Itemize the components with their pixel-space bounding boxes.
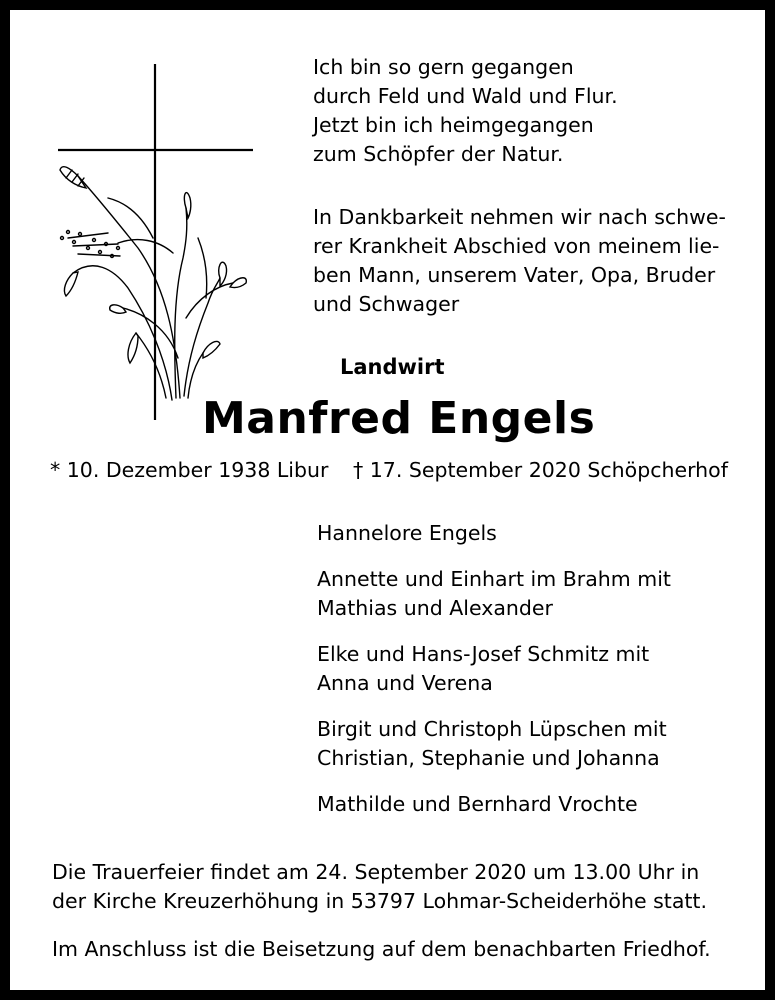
intro-line: ben Mann, unserem Vater, Opa, Bruder <box>313 263 716 287</box>
death-date: † 17. September 2020 Schöpcherhof <box>353 458 728 482</box>
mourner-line: Annette und Einhart im Brahm mit <box>317 567 671 591</box>
mourner-line: Elke und Hans-Josef Schmitz mit <box>317 642 650 666</box>
poem-line: Jetzt bin ich heimgegangen <box>313 113 594 137</box>
funeral-line: Die Trauerfeier findet am 24. September 2020 um 13.00 Uhr in <box>52 860 700 884</box>
mourner-entry <box>317 790 671 819</box>
birth-date: * 10. Dezember 1938 Libur <box>50 458 329 482</box>
burial-info: Im Anschluss ist die Beisetzung auf dem benachbarten Friedhof. <box>52 937 711 961</box>
mourner-entry <box>317 715 671 773</box>
mourner-entry <box>317 640 671 698</box>
mourners-list <box>317 519 671 836</box>
mourner-line: Mathias und Alexander <box>317 596 553 620</box>
mourner-line: Anna und Verena <box>317 671 493 695</box>
intro-line: rer Krankheit Abschied von meinem lie- <box>313 234 720 258</box>
poem <box>313 53 618 169</box>
funeral-info <box>52 858 724 916</box>
poem-line: durch Feld und Wald und Flur. <box>313 84 618 108</box>
wheat-icon <box>60 167 246 400</box>
mourner-line: Christian, Stephanie und Johanna <box>317 746 660 770</box>
profession: Landwirt <box>340 355 445 379</box>
intro-text <box>313 203 726 319</box>
life-dates <box>50 458 728 482</box>
funeral-line: der Kirche Kreuzerhöhung in 53797 Lohmar-Scheiderhöhe statt. <box>52 889 707 913</box>
mourner-entry <box>317 565 671 623</box>
intro-line: und Schwager <box>313 292 460 316</box>
mourner-line: Hannelore Engels <box>317 521 497 545</box>
poem-line: zum Schöpfer der Natur. <box>313 142 564 166</box>
mourner-line: Birgit und Christoph Lüpschen mit <box>317 717 667 741</box>
deceased-name: Manfred Engels <box>202 393 596 444</box>
poem-line: Ich bin so gern gegangen <box>313 55 574 79</box>
mourner-entry <box>317 519 671 548</box>
cross-with-wheat-graphic <box>48 58 263 428</box>
intro-line: In Dankbarkeit nehmen wir nach schwe- <box>313 205 726 229</box>
mourner-line: Mathilde und Bernhard Vrochte <box>317 792 638 816</box>
